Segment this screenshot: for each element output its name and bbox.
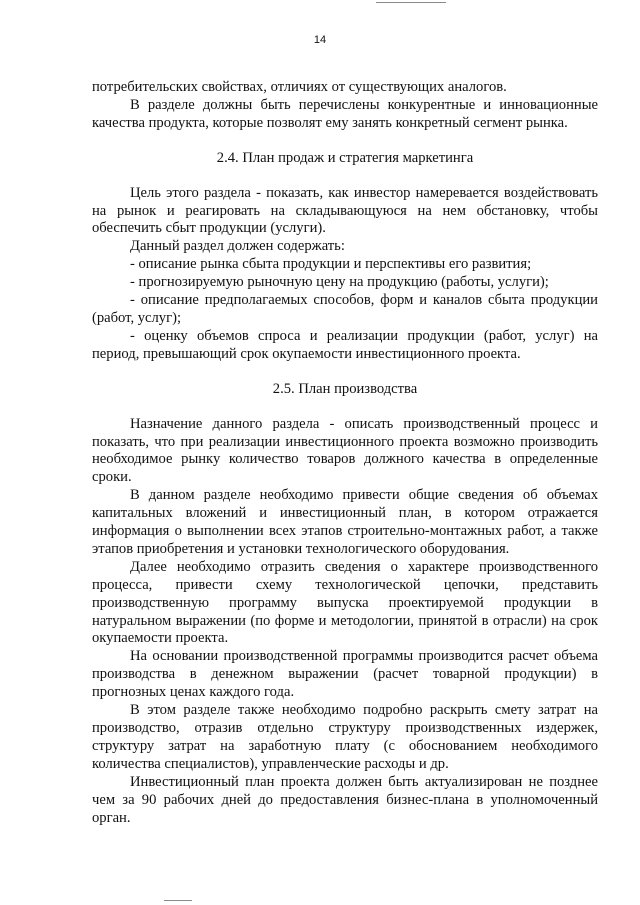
paragraph: В данном разделе необходимо привести общие сведения об объемах капитальных вложений и инвестиционный план, в котором отражается информация о выполнении всех этапов строительно-монтажных работ, а также этапов приобретения и установки технологического оборудования. (92, 487, 598, 557)
scan-artifact-top (376, 2, 446, 3)
list-item: - описание предполагаемых способов, форм и каналов сбыта продукции (работ, услуг); (92, 292, 598, 326)
list-item: - описание рынка сбыта продукции и перспективы его развития; (130, 256, 532, 273)
paragraph: На основании производственной программы производится расчет объема производства в денежном выражении (расчет товарной продукции) в прогнозных ценах каждого года. (92, 648, 598, 701)
paragraph: потребительских свойствах, отличиях от существующих аналогов. (92, 79, 507, 95)
list-item: - оценку объемов спроса и реализации продукции (работ, услуг) на период, превышающий срок окупаемости инвестиционного проекта. (92, 327, 598, 362)
paragraph: Данный раздел должен содержать: (130, 238, 345, 255)
list-item: - прогнозируемую рыночную цену на продукцию (работы, услуги); (130, 274, 549, 291)
paragraph: В разделе должны быть перечислены конкурентные и инновационные качества продукта, которые позволят ему занять конкретный сегмент рынка. (92, 96, 598, 131)
paragraph: Цель этого раздела - показать, как инвестор намеревается воздействовать на рынок и реагировать на складывающуюся на нем обстановку, чтобы обеспечить сбыт продукции (услуги). (92, 184, 598, 237)
paragraph: В этом разделе также необходимо подробно раскрыть смету затрат на производство, отразив отдельно структуру производственных издержек, структуру затрат на заработную плату (с обоснованием необходимого количества специалистов), управленческие расходы и др. (92, 702, 598, 772)
paragraph: Инвестиционный план проекта должен быть актуализирован не позднее чем за 90 рабочих дней до предоставления бизнес-плана в уполномоченный орган. (92, 773, 598, 826)
paragraph: Назначение данного раздела - описать производственный процесс и показать, что при реализации инвестиционного проекта возможно производить необходимое рынку количество товаров должного качества в определенные сроки. (92, 415, 598, 486)
page-number: 14 (313, 34, 327, 46)
paragraph: Далее необходимо отразить сведения о характере производственного процесса, привести схему технологической цепочки, представить производственную программу выпуска проектируемой продукции в натуральном выражении (по форме и методологии, принятой в отрасли) на срок окупаемости проекта. (92, 558, 598, 647)
section-heading-2-4: 2.4. План продаж и стратегия маркетинга (216, 149, 474, 166)
scan-artifact-bottom (164, 900, 192, 901)
document-body (92, 79, 598, 827)
section-heading-2-5: 2.5. План производства (272, 380, 418, 397)
